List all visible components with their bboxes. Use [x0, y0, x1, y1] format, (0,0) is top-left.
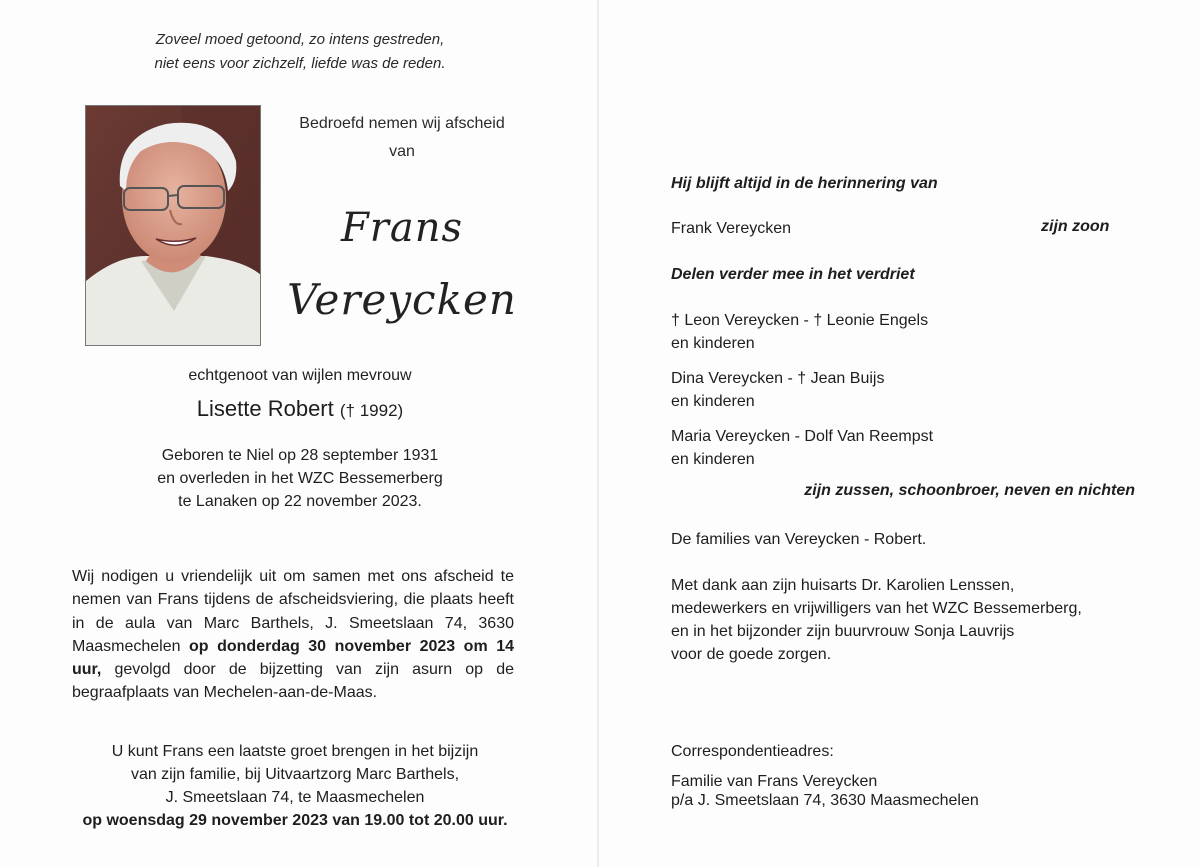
siblings-relation: zijn zussen, schoonbroer, neven en nichten: [804, 482, 1135, 499]
thanks-line: en in het bijzonder zijn buurvrouw Sonja Lauvrijs: [671, 623, 1015, 640]
remembrance-heading: Hij blijft altijd in de herinnering van: [671, 175, 938, 192]
verse-line: niet eens voor zichzelf, liefde was de reden.: [154, 55, 446, 72]
portrait-image: [86, 106, 261, 346]
family-entry: [671, 425, 933, 471]
spouse-line: [120, 396, 480, 422]
visit-line: J. Smeetslaan 74, te Maasmechelen: [165, 789, 425, 806]
life-line: te Lanaken op 22 november 2023.: [178, 493, 422, 510]
son-name: Frank Vereycken: [671, 220, 792, 237]
invite-date: op donderdag 30 november 2023 om 14 uur,: [72, 637, 514, 679]
sharing-heading: Delen verder mee in het verdriet: [671, 266, 915, 283]
spouse-intro: echtgenoot van wijlen mevrouw: [188, 367, 412, 384]
address-line: Familie van Frans Vereycken: [671, 773, 878, 790]
thanks-line: voor de goede zorgen.: [671, 646, 832, 663]
visitation-info: [60, 740, 530, 832]
family-suffix: en kinderen: [671, 393, 755, 410]
life-details: [110, 444, 490, 513]
invite-text: gevolgd door de bijzetting van zijn asurn op de begraafplaats van Mechelen-aan-de-Maas.: [72, 661, 514, 702]
ceremony-invitation: [72, 565, 514, 705]
thanks-line: Met dank aan zijn huisarts Dr. Karolien Lenssen,: [671, 577, 1015, 594]
thanks-line: medewerkers en vrijwilligers van het WZC Bessemerberg,: [671, 600, 1082, 617]
announcement-line: Bedroefd nemen wij afscheid: [299, 115, 505, 132]
correspondence-label: Correspondentieadres:: [671, 743, 834, 760]
family-suffix: en kinderen: [671, 451, 755, 468]
spouse-name: Lisette Robert: [196, 396, 334, 421]
invite-text: Wij nodigen u vriendelijk uit om samen met ons afscheid te nemen van Frans tijdens de afscheidsviering, die plaats heeft in de aula van Marc Barthels, J. Smeetslaan 74, 3630 Maasmechelen: [72, 568, 514, 655]
address-line: p/a J. Smeetslaan 74, 3630 Maasmechelen: [671, 792, 979, 809]
announcement-line: van: [389, 143, 415, 160]
family-entry: [671, 367, 884, 413]
left-page: [0, 0, 598, 867]
family-names: † Leon Vereycken - † Leonie Engels: [671, 312, 929, 329]
spouse-dates: († 1992): [339, 401, 404, 420]
verse-line: Zoveel moed getoond, zo intens gestreden,: [155, 31, 445, 48]
family-names: Dina Vereycken - † Jean Buijs: [671, 370, 885, 387]
visit-date: op woensdag 29 november 2023 van 19.00 tot 20.00 uur.: [82, 812, 508, 829]
life-line: Geboren te Niel op 28 september 1931: [161, 447, 439, 464]
deceased-last-name: Vereycken: [287, 275, 517, 324]
thanks: [671, 574, 1082, 666]
deceased-first-name: Frans: [340, 205, 463, 251]
life-line: en overleden in het WZC Bessemerberg: [157, 470, 443, 487]
verse: [120, 28, 480, 76]
correspondence-address: [671, 772, 979, 810]
announcement: [262, 110, 542, 166]
portrait-photo: [85, 105, 261, 346]
right-page: [599, 0, 1200, 867]
son-relation: zijn zoon: [1041, 218, 1110, 235]
family-names: Maria Vereycken - Dolf Van Reempst: [671, 428, 934, 445]
family-entry: [671, 309, 928, 355]
family-suffix: en kinderen: [671, 335, 755, 352]
families-line: De families van Vereycken - Robert.: [671, 531, 927, 548]
visit-line: U kunt Frans een laatste groet brengen in het bijzijn: [111, 743, 479, 760]
visit-line: van zijn familie, bij Uitvaartzorg Marc Barthels,: [130, 766, 460, 783]
